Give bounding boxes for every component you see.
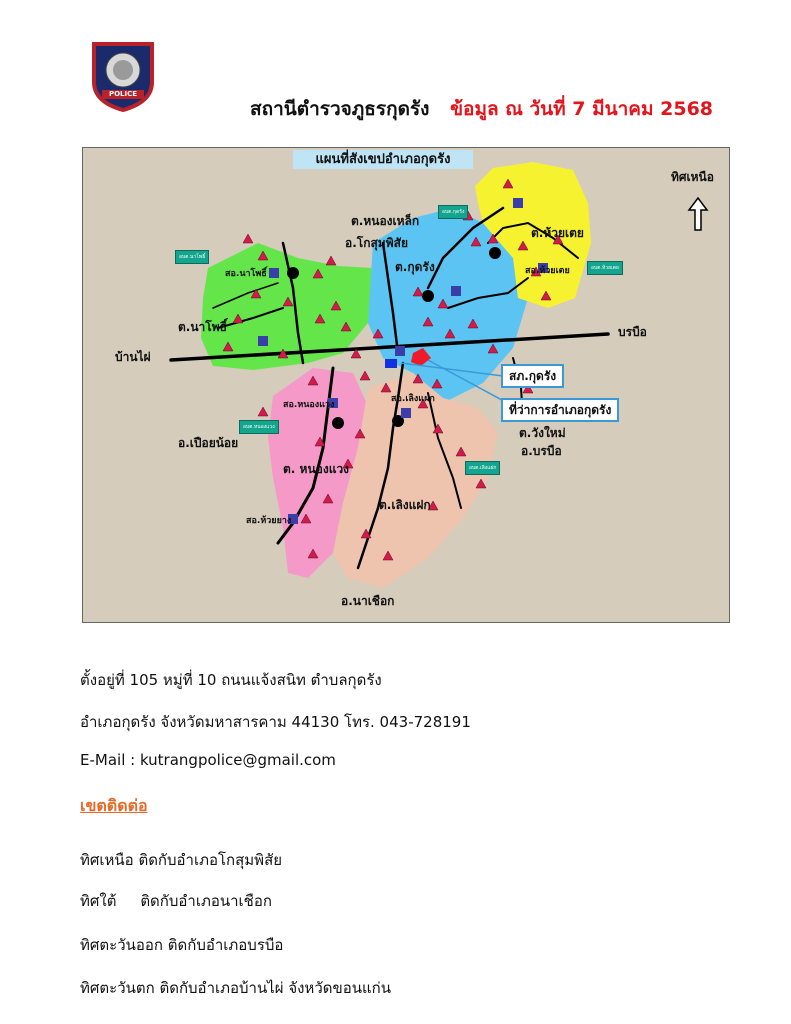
address-line-2: อำเภอกุดรัง จังหวัดมหาสารคาม 44130 โทร. 043-728191	[80, 713, 471, 731]
substation-marker	[269, 268, 279, 278]
village-marker	[258, 407, 268, 416]
label-wang-mai: ต.วังใหม่	[519, 426, 566, 440]
map-title: แผนที่สังเขปอำเภอกุดรัง	[293, 150, 473, 169]
tag-abt-loeng-faek: อบต.เลิงแฝก	[465, 461, 500, 475]
label-nong-lek: ต.หนองเหล็ก	[351, 214, 420, 228]
substation-marker	[401, 408, 411, 418]
border-south: ทิศใต้ ติดกับอำเภอนาเชือก	[80, 892, 272, 910]
station-name: สถานีตำรวจภูธรกุดรัง	[250, 98, 430, 120]
logo-text: POLICE	[108, 90, 138, 98]
label-huai-toei: ต.ห้วยเตย	[531, 226, 584, 240]
tag-abt-huai-toei: อบต.ห้วยเตย	[587, 261, 623, 275]
label-kosum-phisai: อ.โกสุมพิสัย	[345, 236, 408, 250]
label-sakon-loeng-faek: สอ.เลิงแฝก	[391, 394, 435, 404]
border-north: ทิศเหนือ ติดกับอำเภอโกสุมพิสัย	[80, 851, 283, 869]
substation-marker	[451, 286, 461, 296]
label-nong-waeng: ต. หนองแวง	[283, 462, 350, 476]
north-arrow-shape	[689, 198, 707, 230]
junction-marker	[287, 267, 299, 279]
callout-district-office: ที่ว่าการอำเภอกุดรัง	[501, 398, 619, 422]
label-pueai-noi: อ.เปือยน้อย	[178, 436, 239, 450]
tag-abt-na-pho: อบต.นาโพธิ์	[175, 250, 209, 264]
label-borabue-east: บรบือ	[618, 325, 647, 339]
village-marker	[243, 234, 253, 243]
label-sakon-nong-waeng: สอ.หนองแวง	[283, 400, 335, 410]
district-office-marker	[385, 359, 397, 368]
north-label: ทิศเหนือ	[671, 170, 714, 184]
page-title	[250, 94, 713, 124]
village-marker	[360, 371, 370, 380]
border-west: ทิศตะวันตก ติดกับอำเภอบ้านไผ่ จังหวัดขอนแก่น	[80, 979, 392, 997]
label-sakon-na-pho: สอ.นาโพธิ์	[225, 269, 267, 279]
label-na-pho: ต.นาโพธิ์	[178, 320, 227, 334]
label-borabue-south: อ.บรบือ	[521, 444, 562, 458]
substation-marker	[258, 336, 268, 346]
label-sakon-huai-toei: สอ.ห้วยเตย	[525, 266, 570, 276]
junction-marker	[332, 417, 344, 429]
address-line-1: ตั้งอยู่ที่ 105 หมู่ที่ 10 ถนนแจ้งสนิท ตำบลกุดรัง	[80, 671, 382, 689]
tag-abt-kut-rang: อบต.กุดรัง	[438, 205, 468, 219]
district-map	[82, 147, 730, 623]
substation-marker	[395, 346, 405, 356]
email-text[interactable]: E-Mail : kutrangpolice@gmail.com	[80, 751, 336, 769]
substation-marker	[513, 198, 523, 208]
label-loeng-faek: ต.เลิงแฝก	[379, 498, 431, 512]
label-sakon-huai-yang: สอ.ห้วยยาง	[246, 516, 292, 526]
borders-heading: เขตติดต่อ	[80, 796, 148, 815]
callout-police-station: สภ.กุดรัง	[501, 364, 564, 388]
label-kut-rang: ต.กุดรัง	[395, 260, 435, 274]
junction-marker	[422, 290, 434, 302]
village-marker	[326, 256, 336, 265]
label-na-chueak: อ.นาเชือก	[341, 594, 395, 608]
police-logo	[88, 40, 158, 112]
border-east: ทิศตะวันออก ติดกับอำเภอบรบือ	[80, 936, 284, 954]
label-ban-phai: บ้านไผ่	[115, 350, 151, 364]
data-date: ข้อมูล ณ วันที่ 7 มีนาคม 2568	[450, 98, 714, 120]
junction-marker	[489, 247, 501, 259]
tag-abt-nong-waeng: อบต.หนองแวง	[239, 420, 279, 434]
